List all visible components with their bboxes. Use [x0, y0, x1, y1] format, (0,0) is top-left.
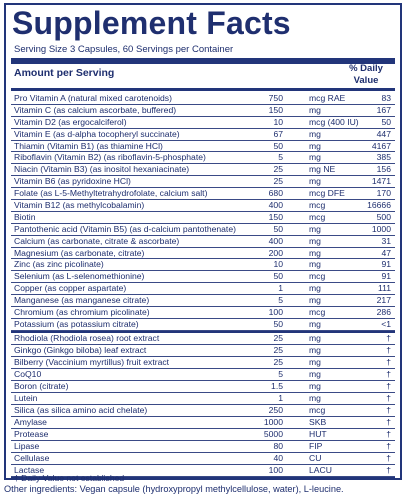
- nutrient-amount: 50: [273, 318, 283, 329]
- nutrient-daily-value: †: [386, 332, 391, 343]
- nutrient-name: Riboflavin (Vitamin B2) (as riboflavin-5-phosphate): [14, 152, 206, 163]
- nutrient-row: [11, 188, 395, 200]
- nutrient-amount: 50: [273, 140, 283, 151]
- panel-title: Supplement Facts: [12, 5, 291, 41]
- nutrient-name: Amylase: [14, 417, 47, 428]
- nutrient-name: Vitamin C (as calcium ascorbate, buffered): [14, 104, 177, 115]
- nutrient-daily-value: 47: [381, 247, 391, 258]
- nutrient-amount: 5: [278, 152, 283, 163]
- nutrient-unit: mg: [309, 283, 321, 294]
- nutrient-amount: 50: [273, 223, 283, 234]
- nutrient-table: [11, 93, 395, 479]
- nutrient-name: Potassium (as potassium citrate): [14, 318, 139, 329]
- footnote-daily-value: † Daily Value not established: [14, 473, 125, 483]
- nutrient-row: [11, 417, 395, 429]
- nutrient-amount: 1.5: [271, 381, 283, 391]
- nutrient-unit: mg: [309, 259, 321, 270]
- nutrient-name: Bilberry (Vaccinium myrtillus) fruit extract: [14, 356, 170, 367]
- nutrient-row: [11, 333, 395, 345]
- nutrient-daily-value: †: [386, 381, 391, 391]
- nutrient-daily-value: 1000: [371, 223, 391, 234]
- nutrient-name: Thiamin (Vitamin B1) (as thiamine HCl): [14, 140, 163, 151]
- nutrient-unit: HUT: [309, 429, 327, 440]
- nutrient-name: Silica (as silica amino acid chelate): [14, 405, 148, 416]
- daily-value-header-line2: Value: [353, 75, 379, 86]
- nutrient-daily-value: †: [386, 393, 391, 404]
- nutrient-row: [11, 405, 395, 417]
- nutrient-name: Copper (as copper aspartate): [14, 283, 127, 294]
- nutrient-daily-value: 31: [381, 235, 391, 246]
- nutrient-name: Calcium (as carbonate, citrate & ascorbate): [14, 235, 180, 246]
- nutrient-row: [11, 307, 395, 319]
- nutrient-unit: mcg DFE: [309, 188, 345, 199]
- nutrient-row: [11, 453, 395, 465]
- nutrient-row: [11, 224, 395, 236]
- nutrient-row: [11, 357, 395, 369]
- nutrient-row: [11, 345, 395, 357]
- nutrient-row: [11, 176, 395, 188]
- nutrient-daily-value: 111: [377, 283, 391, 294]
- nutrient-amount: 1: [278, 283, 283, 294]
- nutrient-unit: mg: [309, 152, 321, 163]
- nutrient-daily-value: 50: [381, 116, 391, 127]
- nutrient-row: [11, 141, 395, 153]
- nutrient-amount: 200: [268, 247, 283, 258]
- nutrient-unit: mg: [309, 368, 321, 379]
- nutrient-daily-value: †: [386, 441, 391, 452]
- nutrient-daily-value: 83: [381, 93, 391, 103]
- nutrient-row: [11, 381, 395, 393]
- nutrient-unit: mg: [309, 344, 321, 355]
- other-ingredients: Other ingredients: Vegan capsule (hydroxypropyl methylcellulose, water), L-leucine.: [4, 484, 344, 494]
- nutrient-daily-value: 167: [376, 104, 391, 115]
- nutrient-amount: 250: [268, 405, 283, 416]
- nutrient-row: [11, 105, 395, 117]
- nutrient-amount: 100: [268, 465, 283, 476]
- botanicals-enzymes-group: [11, 333, 395, 478]
- nutrient-name: Pantothenic acid (Vitamin B5) (as d-calcium pantothenate): [14, 223, 236, 234]
- nutrient-daily-value: 286: [376, 307, 391, 318]
- nutrient-amount: 1: [278, 393, 283, 404]
- nutrient-unit: mg: [309, 356, 321, 367]
- nutrient-name: Chromium (as chromium picolinate): [14, 307, 150, 318]
- nutrient-name: Vitamin E (as d-alpha tocopheryl succinate): [14, 128, 180, 139]
- nutrient-amount: 1000: [263, 417, 283, 428]
- nutrient-unit: mg: [309, 381, 321, 391]
- nutrient-daily-value: 170: [376, 188, 391, 199]
- nutrient-daily-value: †: [386, 368, 391, 379]
- amount-per-serving-header: Amount per Serving: [14, 67, 115, 79]
- daily-value-header-line1: % Daily: [349, 63, 383, 74]
- nutrient-daily-value: 91: [381, 259, 391, 270]
- nutrient-amount: 5: [278, 368, 283, 379]
- nutrient-row: [11, 393, 395, 405]
- nutrient-amount: 150: [268, 104, 283, 115]
- nutrient-amount: 25: [273, 332, 283, 343]
- nutrient-amount: 25: [273, 344, 283, 355]
- nutrient-name: CoQ10: [14, 368, 42, 379]
- nutrient-row: [11, 93, 395, 105]
- nutrient-unit: SKB: [309, 417, 327, 428]
- nutrient-unit: CU: [309, 453, 322, 464]
- nutrient-daily-value: 16666: [367, 200, 391, 211]
- nutrient-unit: mg: [309, 223, 321, 234]
- nutrient-unit: mg: [309, 332, 321, 343]
- nutrient-name: Cellulase: [14, 453, 50, 464]
- nutrient-name: Folate (as L-5-Methyltetrahydrofolate, calcium salt): [14, 188, 208, 199]
- nutrient-daily-value: 385: [376, 152, 391, 163]
- nutrient-name: Lipase: [14, 441, 40, 452]
- nutrient-unit: mg: [309, 176, 321, 187]
- nutrient-amount: 400: [268, 200, 283, 211]
- nutrient-daily-value: †: [386, 429, 391, 440]
- nutrient-name: Manganese (as manganese citrate): [14, 295, 150, 306]
- nutrient-row: [11, 271, 395, 283]
- daily-value-header: [342, 63, 390, 87]
- nutrient-unit: mcg: [309, 271, 326, 282]
- nutrient-amount: 10: [273, 116, 283, 127]
- nutrient-row: [11, 441, 395, 453]
- nutrient-unit: mg: [309, 318, 321, 329]
- nutrient-name: Lactase: [14, 465, 45, 476]
- nutrient-daily-value: 500: [376, 211, 391, 222]
- nutrient-row: [11, 429, 395, 441]
- nutrient-unit: mcg: [309, 200, 326, 211]
- supplement-facts-panel: [4, 3, 402, 483]
- nutrient-unit: mg: [309, 128, 321, 139]
- vitamins-minerals-group: [11, 93, 395, 331]
- nutrient-daily-value: †: [386, 405, 391, 416]
- nutrient-name: Niacin (Vitamin B3) (as inositol hexaniacinate): [14, 164, 190, 175]
- nutrient-name: Pro Vitamin A (natural mixed carotenoids): [14, 93, 172, 103]
- nutrient-name: Boron (citrate): [14, 381, 69, 391]
- nutrient-amount: 25: [273, 164, 283, 175]
- nutrient-unit: mg: [309, 295, 321, 306]
- nutrient-row: [11, 369, 395, 381]
- nutrient-amount: 50: [273, 271, 283, 282]
- nutrient-amount: 67: [273, 128, 283, 139]
- nutrient-daily-value: 1471: [371, 176, 391, 187]
- nutrient-amount: 100: [268, 307, 283, 318]
- nutrient-daily-value: †: [386, 356, 391, 367]
- nutrient-daily-value: †: [386, 344, 391, 355]
- serving-size-line: Serving Size 3 Capsules, 60 Servings per Container: [14, 44, 234, 55]
- nutrient-row: [11, 248, 395, 260]
- nutrient-row: [11, 164, 395, 176]
- nutrient-row: [11, 319, 395, 331]
- nutrient-unit: FIP: [309, 441, 323, 452]
- nutrient-amount: 150: [268, 211, 283, 222]
- nutrient-daily-value: †: [386, 465, 391, 476]
- nutrient-daily-value: †: [386, 453, 391, 464]
- nutrient-unit: mg: [309, 247, 321, 258]
- nutrient-amount: 80: [273, 441, 283, 452]
- nutrient-amount: 5000: [263, 429, 283, 440]
- nutrient-name: Magnesium (as carbonate, citrate): [14, 247, 145, 258]
- nutrient-row: [11, 259, 395, 271]
- nutrient-amount: 400: [268, 235, 283, 246]
- nutrient-unit: mg: [309, 235, 321, 246]
- nutrient-row: [11, 295, 395, 307]
- nutrient-amount: 40: [273, 453, 283, 464]
- nutrient-amount: 25: [273, 176, 283, 187]
- nutrient-row: [11, 236, 395, 248]
- nutrient-name: Protease: [14, 429, 49, 440]
- nutrient-row: [11, 129, 395, 141]
- nutrient-name: Lutein: [14, 393, 38, 404]
- nutrient-unit: mcg RAE: [309, 93, 346, 103]
- nutrient-daily-value: †: [386, 417, 391, 428]
- nutrient-unit: mg: [309, 140, 321, 151]
- nutrient-unit: mcg (400 IU): [309, 116, 359, 127]
- nutrient-name: Vitamin B6 (as pyridoxine HCl): [14, 176, 131, 187]
- nutrient-row: [11, 283, 395, 295]
- nutrient-name: Selenium (as L-selenomethionine): [14, 271, 145, 282]
- nutrient-name: Vitamin B12 (as methylcobalamin): [14, 200, 145, 211]
- nutrient-daily-value: 4167: [371, 140, 391, 151]
- nutrient-row: [11, 200, 395, 212]
- nutrient-name: Rhodiola (Rhodiola rosea) root extract: [14, 332, 160, 343]
- nutrient-row: [11, 212, 395, 224]
- nutrient-unit: mcg: [309, 211, 326, 222]
- nutrient-daily-value: 447: [376, 128, 391, 139]
- nutrient-amount: 750: [268, 93, 283, 103]
- nutrient-name: Vitamin D2 (as ergocalciferol): [14, 116, 127, 127]
- nutrient-name: Biotin: [14, 211, 36, 222]
- nutrient-name: Zinc (as zinc picolinate): [14, 259, 104, 270]
- nutrient-amount: 10: [273, 259, 283, 270]
- nutrient-row: [11, 117, 395, 129]
- nutrient-unit: mg NE: [309, 164, 336, 175]
- nutrient-unit: LACU: [309, 465, 332, 476]
- nutrient-unit: mcg: [309, 405, 326, 416]
- nutrient-daily-value: 156: [376, 164, 391, 175]
- nutrient-row: [11, 152, 395, 164]
- nutrient-unit: mg: [309, 393, 321, 404]
- nutrient-unit: mcg: [309, 307, 326, 318]
- nutrient-amount: 680: [268, 188, 283, 199]
- nutrient-unit: mg: [309, 104, 321, 115]
- nutrient-name: Ginkgo (Ginkgo biloba) leaf extract: [14, 344, 147, 355]
- nutrient-amount: 5: [278, 295, 283, 306]
- nutrient-amount: 25: [273, 356, 283, 367]
- divider-header: [11, 88, 395, 91]
- nutrient-daily-value: <1: [381, 318, 391, 329]
- nutrient-daily-value: 91: [381, 271, 391, 282]
- divider-thick-top: [11, 58, 395, 64]
- nutrient-daily-value: 217: [376, 295, 391, 306]
